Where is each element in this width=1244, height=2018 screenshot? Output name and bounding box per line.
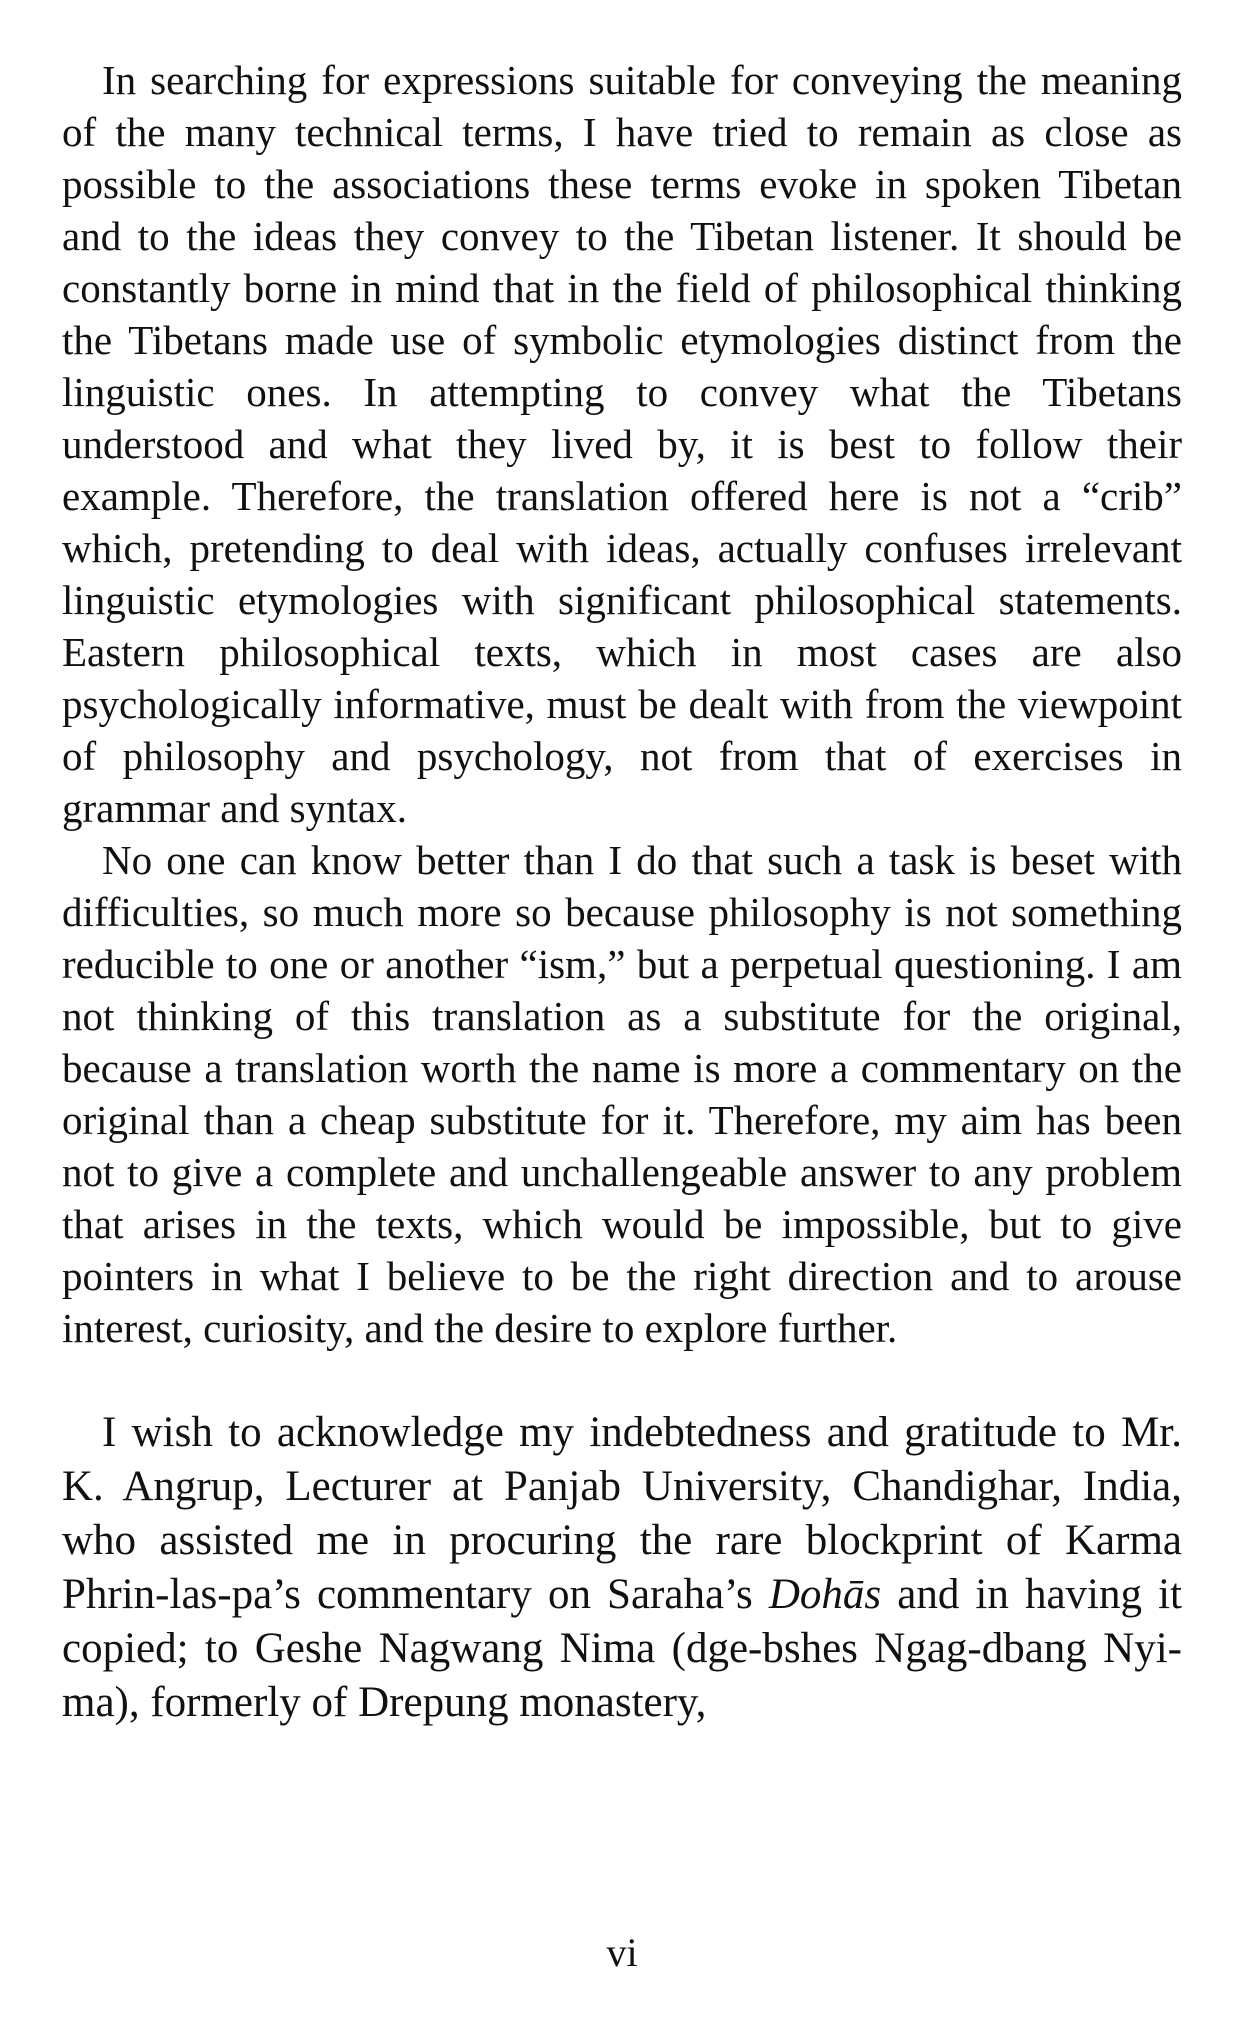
dohas-title: Dohās (768, 1571, 882, 1618)
paragraph-translation-difficulties: No one can know better than I do that such a task is beset with difficulties, so much more so because philosophy is not something reducible to one or another “ism,” but a perpetual questioning. I am not thinking of this translation as a substitute for the original, because a translation worth the name is more a commentary on the original than a cheap substitute for it. Therefore, my aim has been not to give a complete and unchallengeable answer to any problem that arises in the texts, which would be impossible, but to give pointers in what I believe to be the right direction and to arouse interest, curiosity, and the desire to explore further. (62, 837, 1182, 1351)
acknowledgment-text-start: I wish to acknowledge my indebtedness and gratitude to Mr. K. Angrup, Lecturer at Panjab University, Chandighar, India, who assisted me in procuring the rare blockprint of Karma Phrin-las-pa’s commentary on Saraha’s (62, 1409, 1182, 1618)
paragraph-acknowledgment (62, 1406, 1182, 1730)
page-body (62, 54, 1182, 1730)
paragraph-translation-approach: In searching for expressions suitable for conveying the meaning of the many technical terms, I have tried to remain as close as possible to the associations these terms evoke in spoken Tibetan and to the ideas they convey to the Tibetan listener. It should be constantly borne in mind that in the field of philosophical thinking the Tibetans made use of symbolic etymologies distinct from the linguistic ones. In attempting to convey what the Tibetans understood and what they lived by, it is best to follow their example. Therefore, the translation offered here is not a “crib” which, pretending to deal with ideas, actually confuses irrelevant linguistic etymologies with significant philosophical statements. Eastern philosophical texts, which in most cases are also psychologically informative, must be dealt with from the viewpoint of philosophy and psychology, not from that of exercises in grammar and syntax. (62, 57, 1182, 831)
page-number: vi (606, 1930, 638, 1975)
acknowledgment-text-end: and in having it copied; to Geshe Nagwang Nima (dge-bshes Ngag-dbang Nyi-ma), formerly of Drepung monastery, (62, 1571, 1182, 1726)
